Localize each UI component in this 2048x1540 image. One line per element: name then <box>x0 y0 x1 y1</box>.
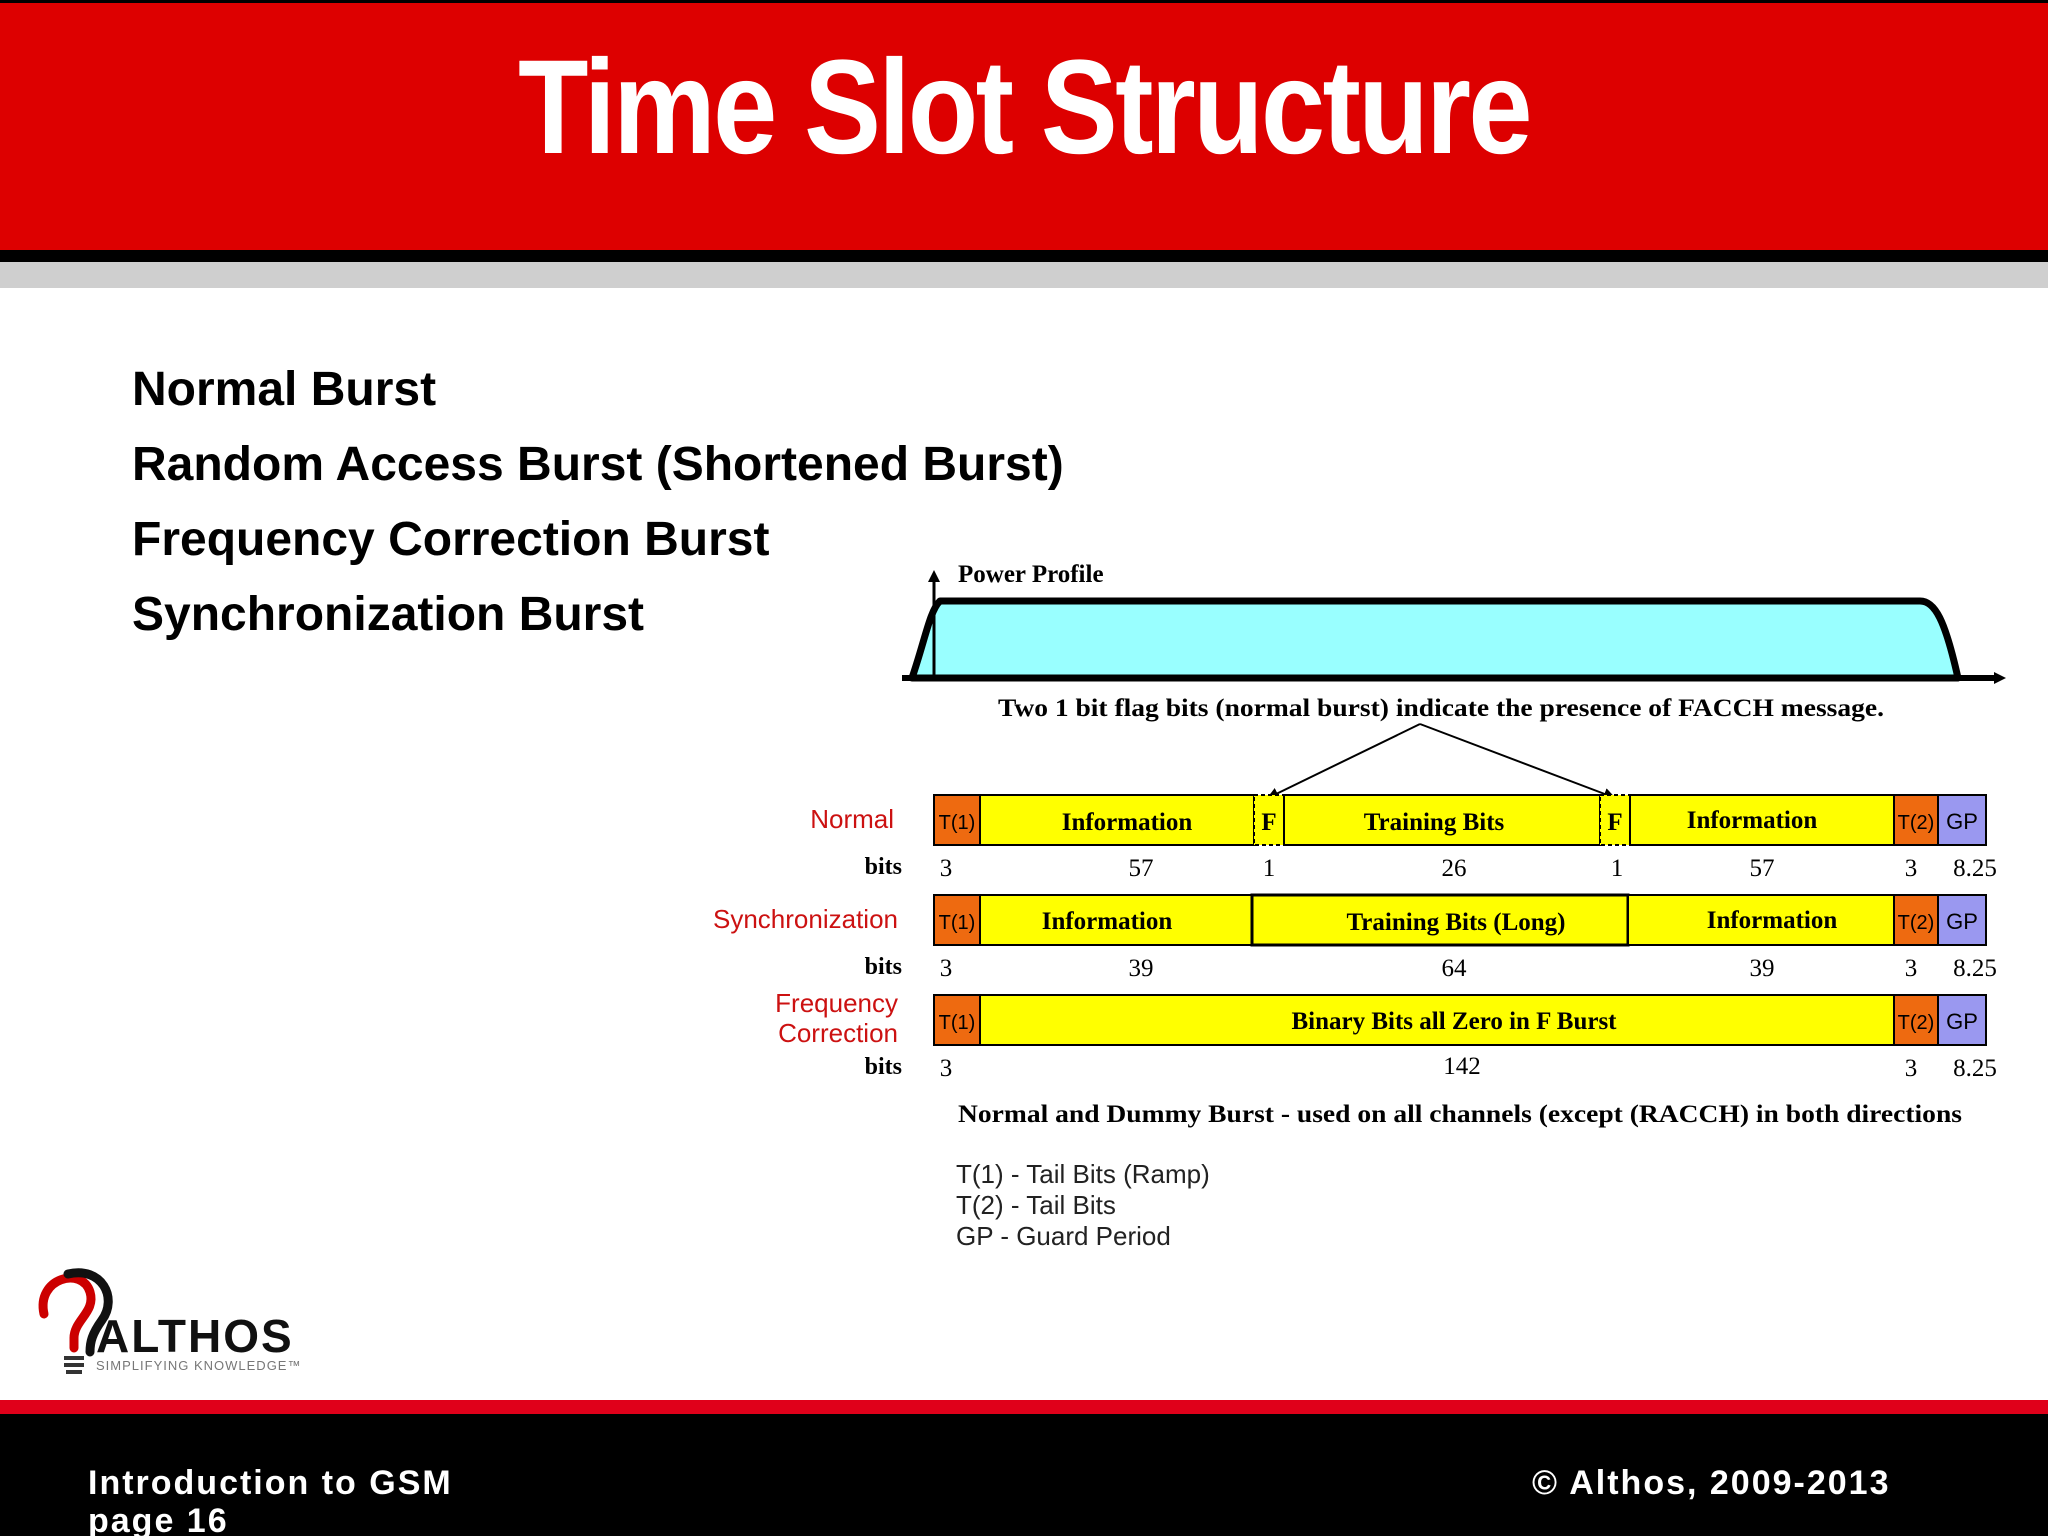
footer-page-number: page 16 <box>88 1502 229 1540</box>
row-bits-label: bits <box>864 854 902 880</box>
bit-count: 57 <box>1128 855 1154 882</box>
diagram-caption: Normal and Dummy Burst - used on all channels (except (RACCH) in both directions <box>958 1101 1963 1128</box>
flag-arrow-right <box>1420 724 1610 796</box>
bit-count: 3 <box>939 955 953 982</box>
footer-copyright: © Althos, 2009-2013 <box>1532 1464 1891 1502</box>
segment-label: Training Bits (Long) <box>1346 909 1566 936</box>
segment-label: T(1) <box>938 1012 976 1034</box>
logo-tagline: SIMPLIFYING KNOWLEDGE™ <box>96 1358 302 1373</box>
segment-label: Training Bits <box>1363 809 1505 836</box>
segment-label: Binary Bits all Zero in F Burst <box>1291 1008 1617 1035</box>
segment-label: Information <box>1061 809 1193 836</box>
power-profile-shape <box>912 601 1958 678</box>
row-bits-label: bits <box>864 954 902 980</box>
row-bits-label: bits <box>864 1054 902 1080</box>
row-label-frequency: Frequency <box>775 988 898 1018</box>
footer-accent-bar <box>0 1400 2048 1414</box>
bit-count: 142 <box>1443 1053 1481 1080</box>
frequency-correction-burst-row <box>775 988 1997 1082</box>
segment-label: Information <box>1686 807 1818 834</box>
normal-burst-row <box>810 795 1997 882</box>
bit-count: 8.25 <box>1953 855 1997 882</box>
segment-label: T(2) <box>1897 812 1935 834</box>
bit-count: 39 <box>1128 955 1154 982</box>
legend-tail-ramp: T(1) - Tail Bits (Ramp) <box>956 1159 1210 1189</box>
segment-label: T(2) <box>1897 1012 1935 1034</box>
synchronization-burst-row <box>713 895 1997 982</box>
bit-count: 8.25 <box>1953 955 1997 982</box>
legend-tail-bits: T(2) - Tail Bits <box>956 1190 1116 1220</box>
segment-label: Information <box>1041 908 1173 935</box>
segment-label: F <box>1607 809 1623 836</box>
flag-arrow-left <box>1272 724 1420 796</box>
power-profile <box>902 561 2000 678</box>
althos-logo <box>30 1262 350 1382</box>
bullet-frequency-correction-burst: Frequency Correction Burst <box>132 513 770 566</box>
segment-label: T(1) <box>938 912 976 934</box>
segment-label: F <box>1261 809 1277 836</box>
footer-course-info <box>88 1464 453 1540</box>
logo-wordmark: ALTHOS <box>96 1310 294 1362</box>
bit-count: 3 <box>939 1055 953 1082</box>
bullet-random-access-burst: Random Access Burst (Shortened Burst) <box>132 438 1064 491</box>
power-profile-label: Power Profile <box>958 561 1104 588</box>
segment-label: T(1) <box>938 812 976 834</box>
slide-title: Time Slot Structure <box>518 33 1530 182</box>
bit-count: 8.25 <box>1953 1055 1997 1082</box>
bullet-normal-burst: Normal Burst <box>132 363 437 416</box>
segment-label: GP <box>1946 809 1978 834</box>
bit-count: 1 <box>1610 855 1624 882</box>
flag-note: Two 1 bit flag bits (normal burst) indicate the presence of FACCH message. <box>998 695 1884 722</box>
bit-count: 3 <box>1904 955 1918 982</box>
row-label-normal: Normal <box>810 804 894 834</box>
bullet-synchronization-burst: Synchronization Burst <box>132 588 645 641</box>
row-label-synchronization: Synchronization <box>713 904 898 934</box>
bit-count: 26 <box>1441 855 1467 882</box>
segment-label: T(2) <box>1897 912 1935 934</box>
row-label-correction: Correction <box>778 1018 898 1048</box>
bit-count: 1 <box>1262 855 1276 882</box>
segment-label: GP <box>1946 909 1978 934</box>
bit-count: 3 <box>939 855 953 882</box>
bit-count: 64 <box>1441 955 1467 982</box>
footer-course-title: Introduction to GSM <box>88 1464 453 1502</box>
bit-count: 39 <box>1749 955 1775 982</box>
segment-label: Information <box>1706 907 1838 934</box>
bit-count: 3 <box>1904 855 1918 882</box>
bit-count: 3 <box>1904 1055 1918 1082</box>
segment-label: GP <box>1946 1009 1978 1034</box>
legend-guard-period: GP - Guard Period <box>956 1221 1171 1251</box>
bit-count: 57 <box>1749 855 1775 882</box>
